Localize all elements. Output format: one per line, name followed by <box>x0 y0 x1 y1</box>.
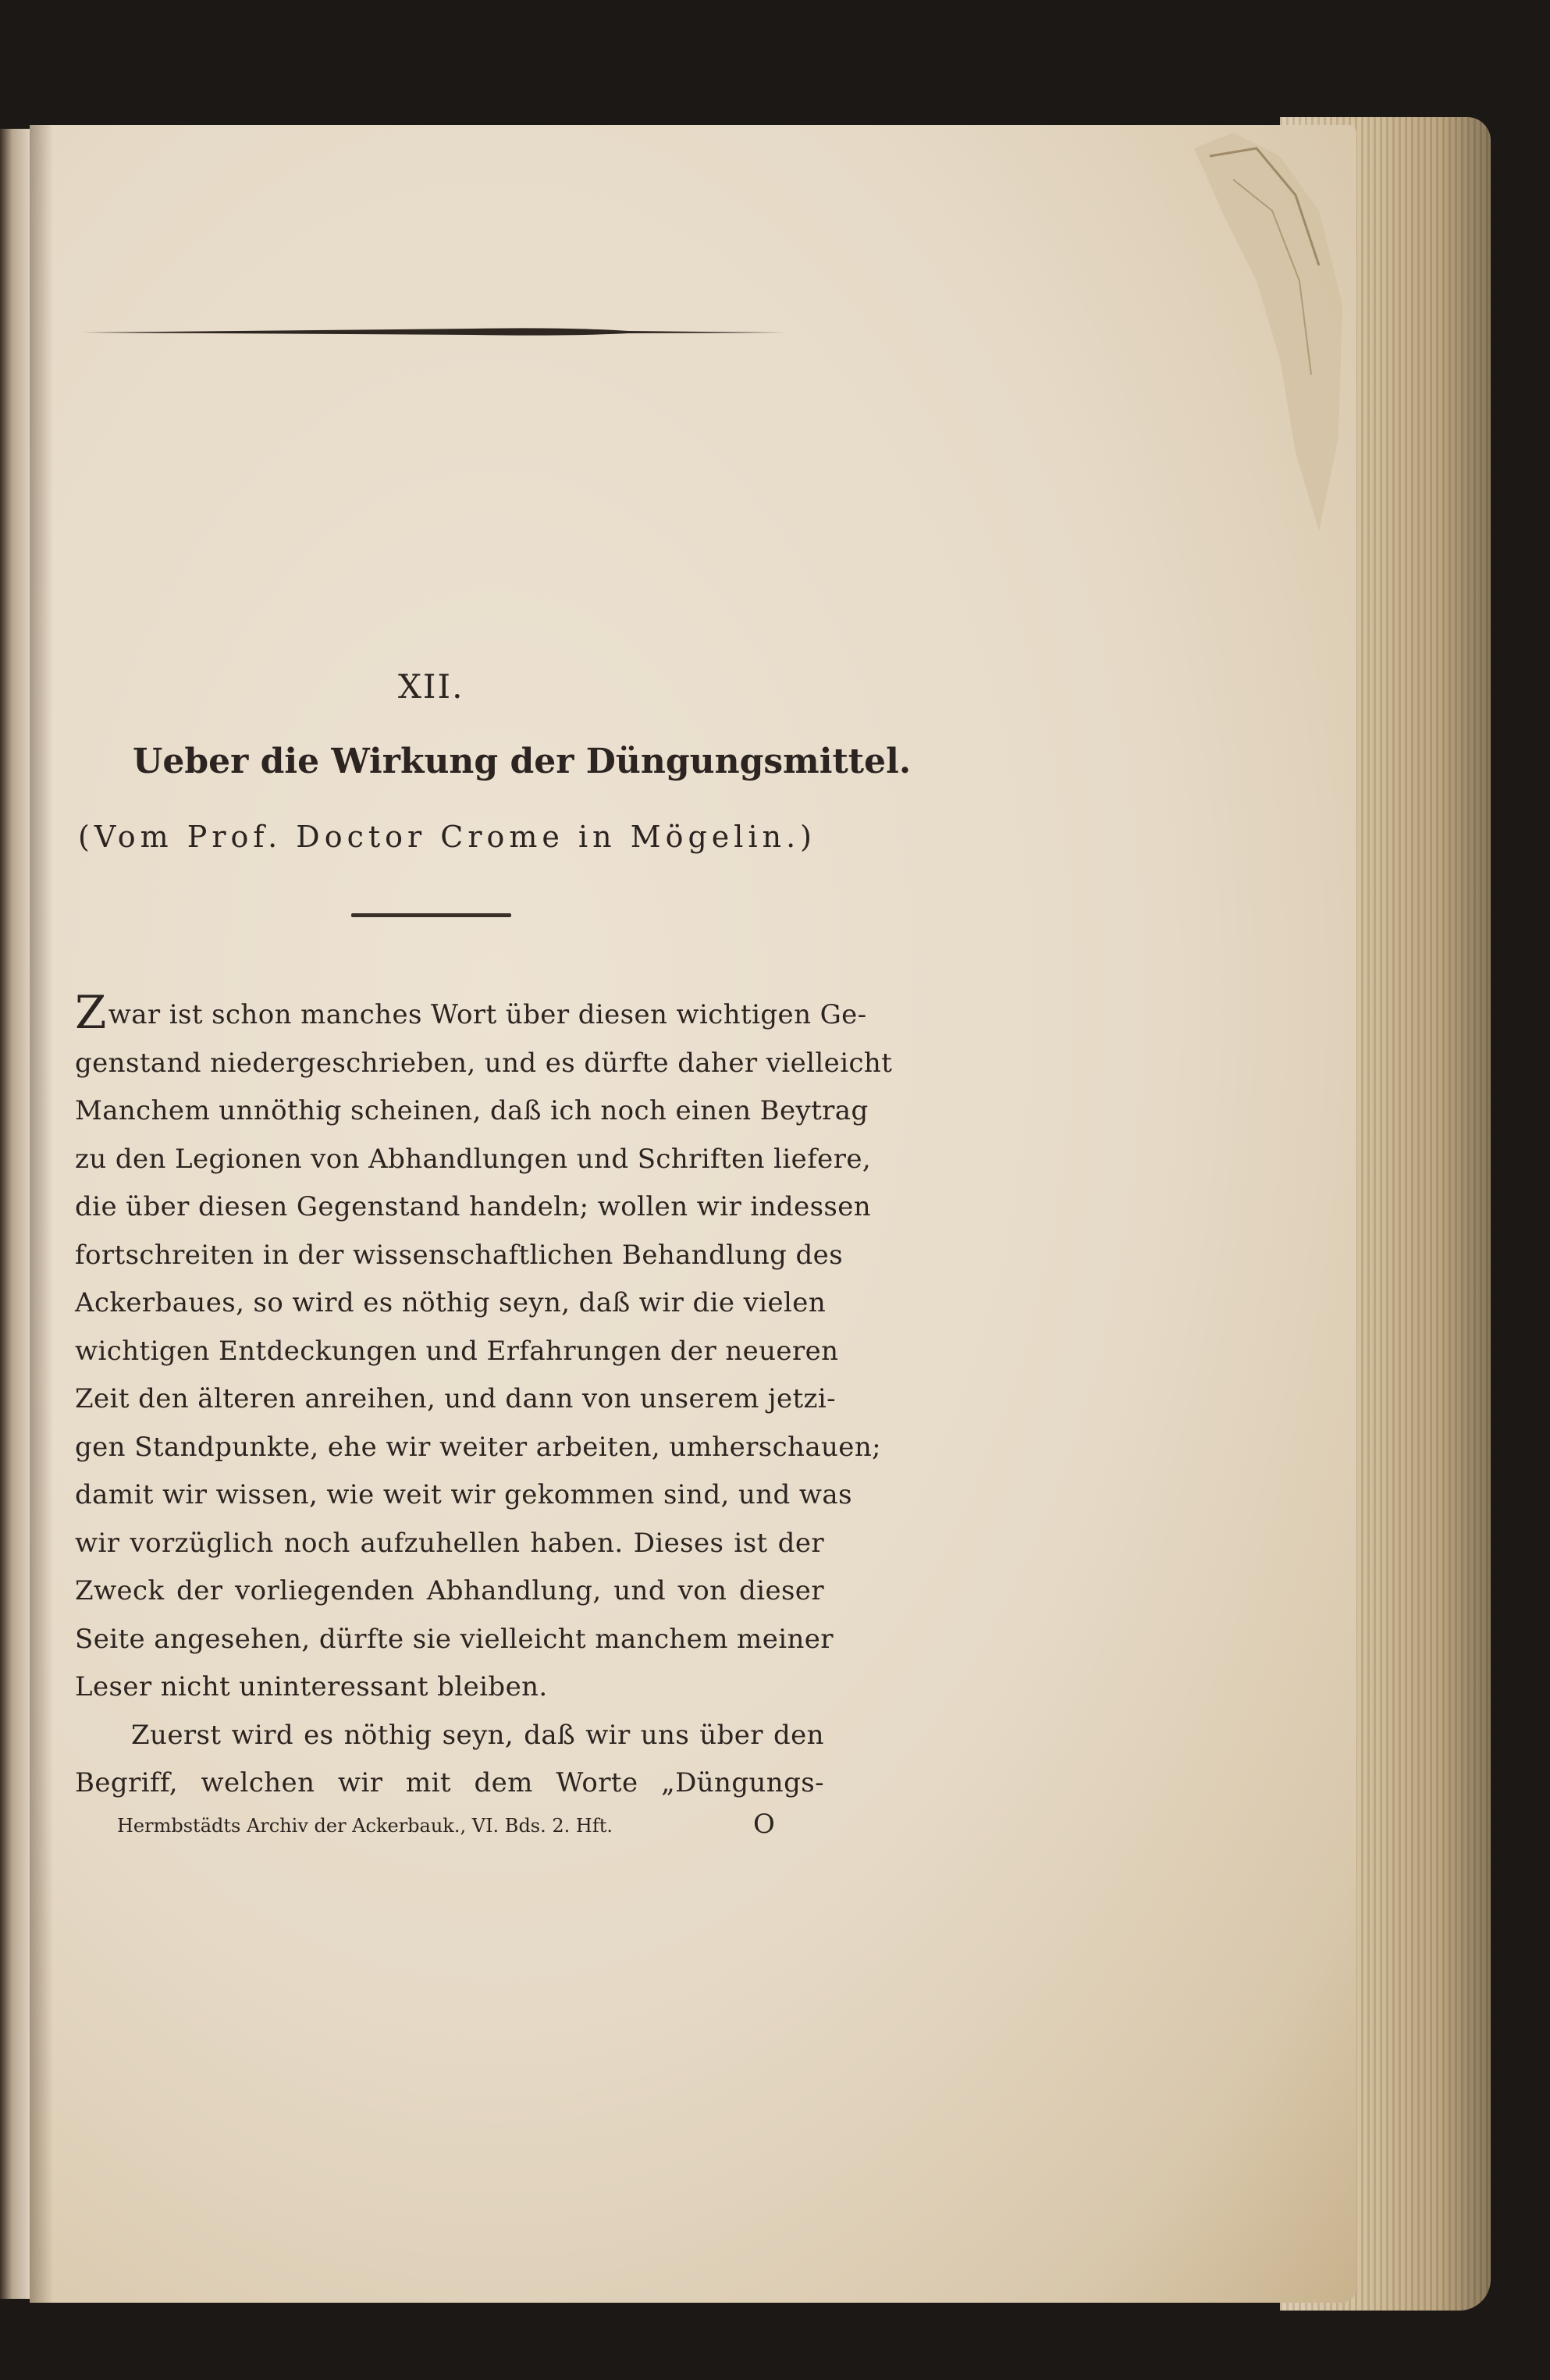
text-line: damit wir wissen, wie weit wir gekommen sind, und was <box>75 1479 852 1510</box>
book-gutter-shadow <box>30 125 53 2303</box>
signature-mark: O <box>753 1809 775 1840</box>
text-line: Begriff, welchen wir mit dem Worte „Düngungs- <box>75 1767 824 1798</box>
footer-citation: Hermbstädts Archiv der Ackerbauk., VI. Bds. 2. Hft. <box>117 1815 613 1837</box>
text-line: Zuerst wird es nöthig seyn, daß wir uns über den <box>131 1719 824 1751</box>
text-line-content: war ist schon manches Wort über diesen wichtigen Ge- <box>108 999 867 1030</box>
page-footer <box>117 1809 788 1840</box>
header-rule <box>82 326 784 337</box>
text-line: gen Standpunkte, ehe wir weiter arbeiten, umherschauen; <box>75 1431 881 1463</box>
chapter-number: XII. <box>398 667 464 706</box>
text-line: wichtigen Entdeckungen und Erfahrungen der neueren <box>75 1335 839 1367</box>
text-line: die über diesen Gegenstand handeln; wollen wir indessen <box>75 1191 872 1222</box>
text-line: Manchem unnöthig scheinen, daß ich noch einen Beytrag <box>75 1095 869 1126</box>
text-line: Leser nicht uninteressant bleiben. <box>75 1671 548 1702</box>
text-line: Ackerbaues, so wird es nöthig seyn, daß wir die vielen <box>75 1287 827 1318</box>
text-line <box>75 986 867 1040</box>
article-body <box>75 986 893 1808</box>
text-line: fortschreiten in der wissenschaftlichen Behandlung des <box>75 1239 844 1271</box>
torn-corner <box>1163 125 1342 531</box>
text-line: zu den Legionen von Abhandlungen und Schriften liefere, <box>75 1143 872 1175</box>
article-title: Ueber die Wirkung der Düngungsmittel. <box>133 742 912 781</box>
text-line: Zeit den älteren anreihen, und dann von unserem jetzi- <box>75 1383 837 1414</box>
text-line: wir vorzüglich noch aufzuhellen haben. Dieses ist der <box>75 1527 824 1559</box>
text-line: Zweck der vorliegenden Abhandlung, und von dieser <box>75 1575 824 1606</box>
article-byline: (Vom Prof. Doctor Crome in Mögelin.) <box>78 820 816 854</box>
title-separator-rule <box>351 913 511 917</box>
drop-cap: Z <box>75 986 107 1039</box>
text-line: genstand niedergeschrieben, und es dürfte daher vielleicht <box>75 1047 893 1079</box>
facing-page-edge <box>0 129 31 2299</box>
text-line: Seite angesehen, dürfte sie vielleicht manchem meiner <box>75 1623 834 1655</box>
